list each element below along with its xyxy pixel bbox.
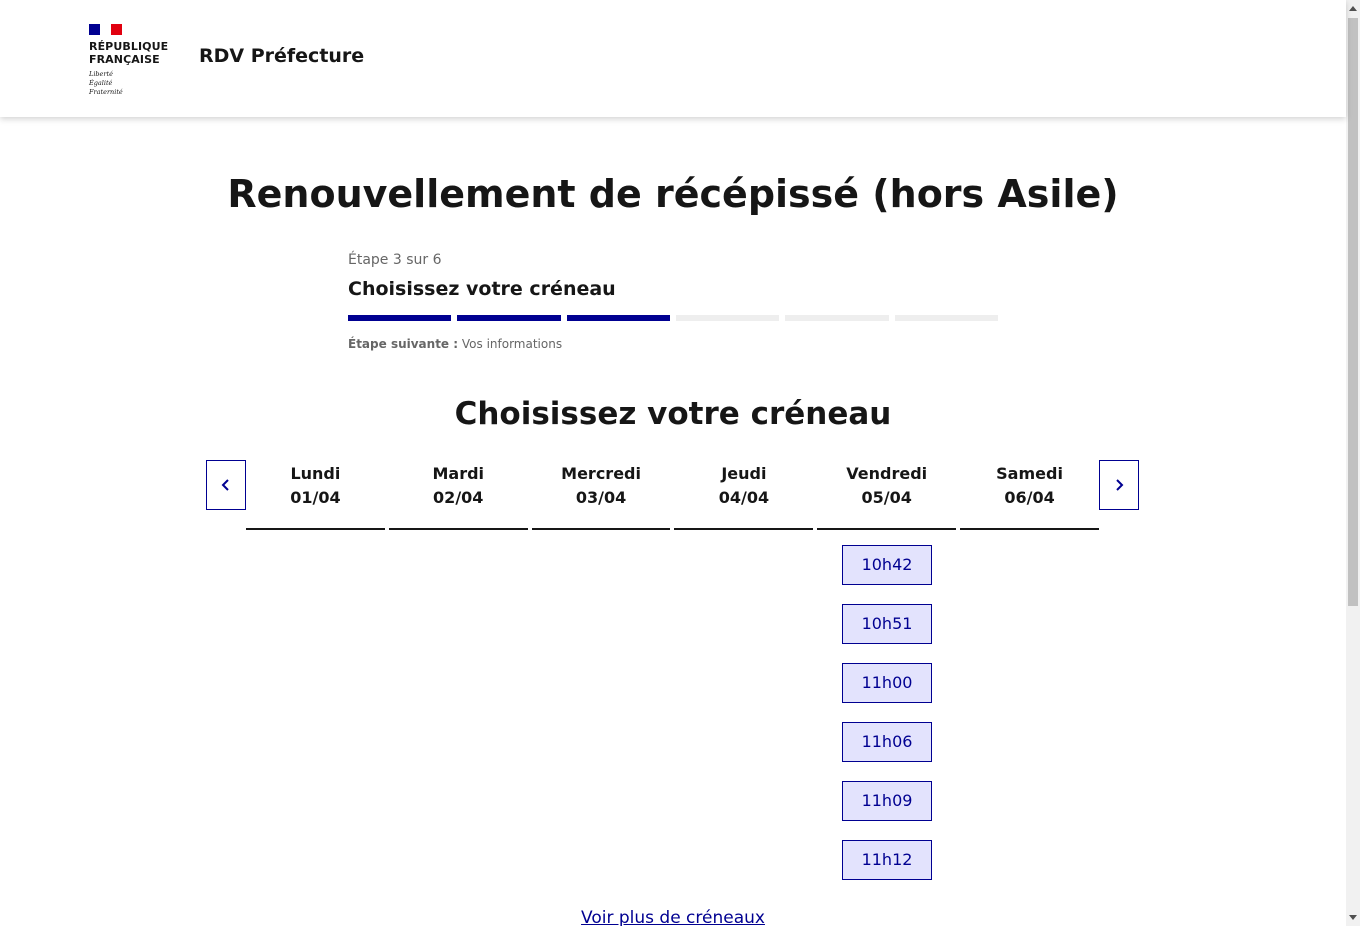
step-state: Étape 3 sur 6	[348, 252, 442, 268]
step-bar	[457, 315, 560, 321]
step-bar	[676, 315, 779, 321]
stepper	[348, 252, 998, 351]
step-next	[348, 337, 998, 351]
step-title: Choisissez votre créneau	[348, 278, 616, 300]
step-bar	[567, 315, 670, 321]
day-date: 04/04	[718, 488, 770, 507]
more-slots-link[interactable]: Voir plus de créneaux	[581, 908, 765, 926]
step-next-title: Vos informations	[461, 337, 563, 351]
time-slot-button[interactable]: 11h09	[842, 781, 932, 821]
time-slot-button[interactable]: 11h00	[842, 663, 932, 703]
time-slot-button[interactable]: 11h12	[842, 840, 932, 880]
site-header	[0, 0, 1346, 117]
step-progress-bars	[348, 315, 998, 321]
motto: Liberté Égalité Fraternité	[89, 70, 123, 96]
time-slot-button[interactable]: 11h06	[842, 722, 932, 762]
step-bar	[348, 315, 451, 321]
day-column	[389, 460, 528, 530]
french-flag-icon	[89, 24, 122, 35]
service-name[interactable]: RDV Préfecture	[199, 45, 365, 67]
day-column	[246, 460, 385, 530]
day-name: Lundi	[290, 464, 341, 483]
chevron-right-icon	[1113, 478, 1125, 492]
calendar-days	[246, 460, 1099, 530]
scroll-up-arrow-icon[interactable]	[1349, 6, 1357, 11]
day-column	[817, 460, 956, 530]
day-column	[674, 460, 813, 530]
previous-week-button[interactable]	[206, 460, 246, 510]
day-date: 02/04	[433, 488, 484, 507]
day-date: 05/04	[861, 488, 912, 507]
day-date: 01/04	[290, 488, 341, 507]
republic-name: RÉPUBLIQUE FRANÇAISE	[89, 40, 169, 66]
scroll-down-arrow-icon[interactable]	[1349, 915, 1357, 920]
scroll-thumb[interactable]	[1348, 18, 1358, 606]
step-bar	[785, 315, 888, 321]
step-next-label: Étape suivante :	[348, 337, 459, 351]
day-column	[532, 460, 671, 530]
day-date: 03/04	[575, 488, 627, 507]
day-name: Jeudi	[721, 464, 767, 483]
republique-francaise-logo[interactable]	[89, 24, 169, 96]
step-bar	[895, 315, 998, 321]
day-name: Vendredi	[846, 464, 928, 483]
day-name: Mardi	[432, 464, 485, 483]
day-name: Mercredi	[561, 464, 641, 483]
calendar-title: Choisissez votre créneau	[454, 396, 892, 432]
chevron-left-icon	[220, 478, 232, 492]
time-slots-list	[842, 545, 932, 899]
day-date: 06/04	[1004, 488, 1055, 507]
next-week-button[interactable]	[1099, 460, 1139, 510]
day-column	[960, 460, 1099, 530]
time-slot-button[interactable]: 10h51	[842, 604, 932, 644]
day-name: Samedi	[996, 464, 1063, 483]
page-title: Renouvellement de récépissé (hors Asile)	[227, 172, 1119, 216]
page-scrollbar[interactable]	[1346, 0, 1360, 926]
time-slot-button[interactable]: 10h42	[842, 545, 932, 585]
